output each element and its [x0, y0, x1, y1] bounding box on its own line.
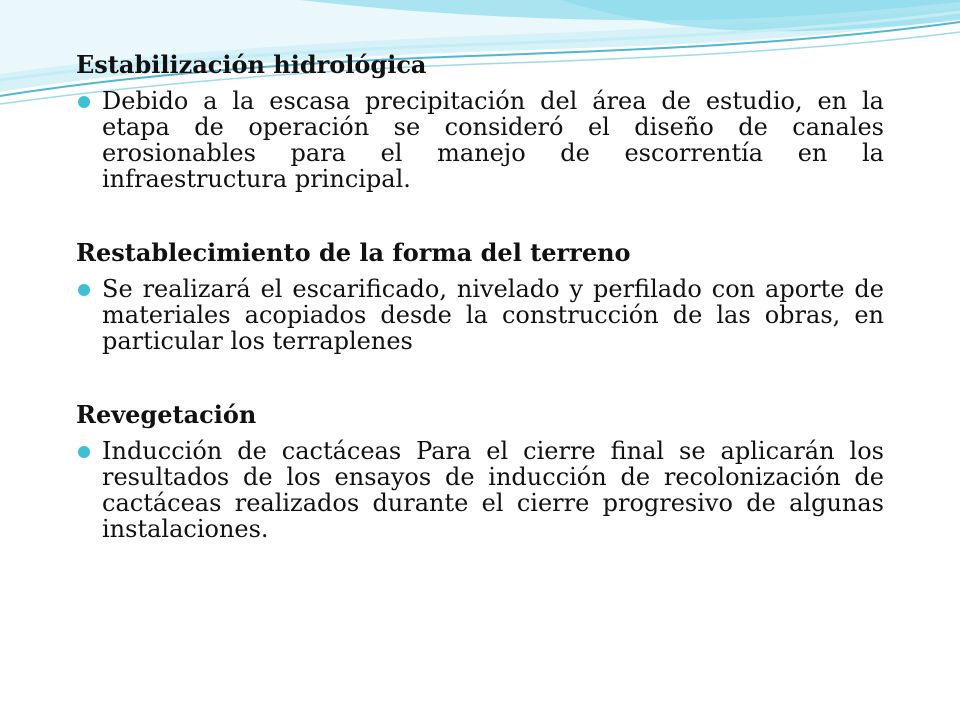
bullet-dot-icon [78, 96, 90, 108]
bullet-text: Inducción de cactáceas Para el cierre final se aplicarán los resultados de los ensayos de inducción de recolonización de cactáceas realizados durante el cierre progresivo de algunas instalaciones. [102, 437, 884, 543]
bullet-item [76, 88, 884, 192]
bullet-text: Debido a la escasa precipitación del área de estudio, en la etapa de operación se consideró el diseño de canales erosionables para el manejo de escorrentía en la infraestructura principal. [102, 87, 884, 193]
section-heading-estabilizacion: Estabilización hidrológica [76, 50, 427, 79]
bullet-item [76, 276, 884, 354]
bullet-item [76, 438, 884, 542]
bullet-dot-icon [78, 284, 90, 296]
slide-content [76, 50, 884, 542]
bullet-text: Se realizará el escarificado, nivelado y perfilado con aporte de materiales acopiados desde la construcción de las obras, en particular los terraplenes [102, 275, 884, 355]
section-heading-revegetacion: Revegetación [76, 400, 257, 429]
bullet-dot-icon [78, 446, 90, 458]
section-heading-restablecimiento: Restablecimiento de la forma del terreno [76, 238, 631, 267]
